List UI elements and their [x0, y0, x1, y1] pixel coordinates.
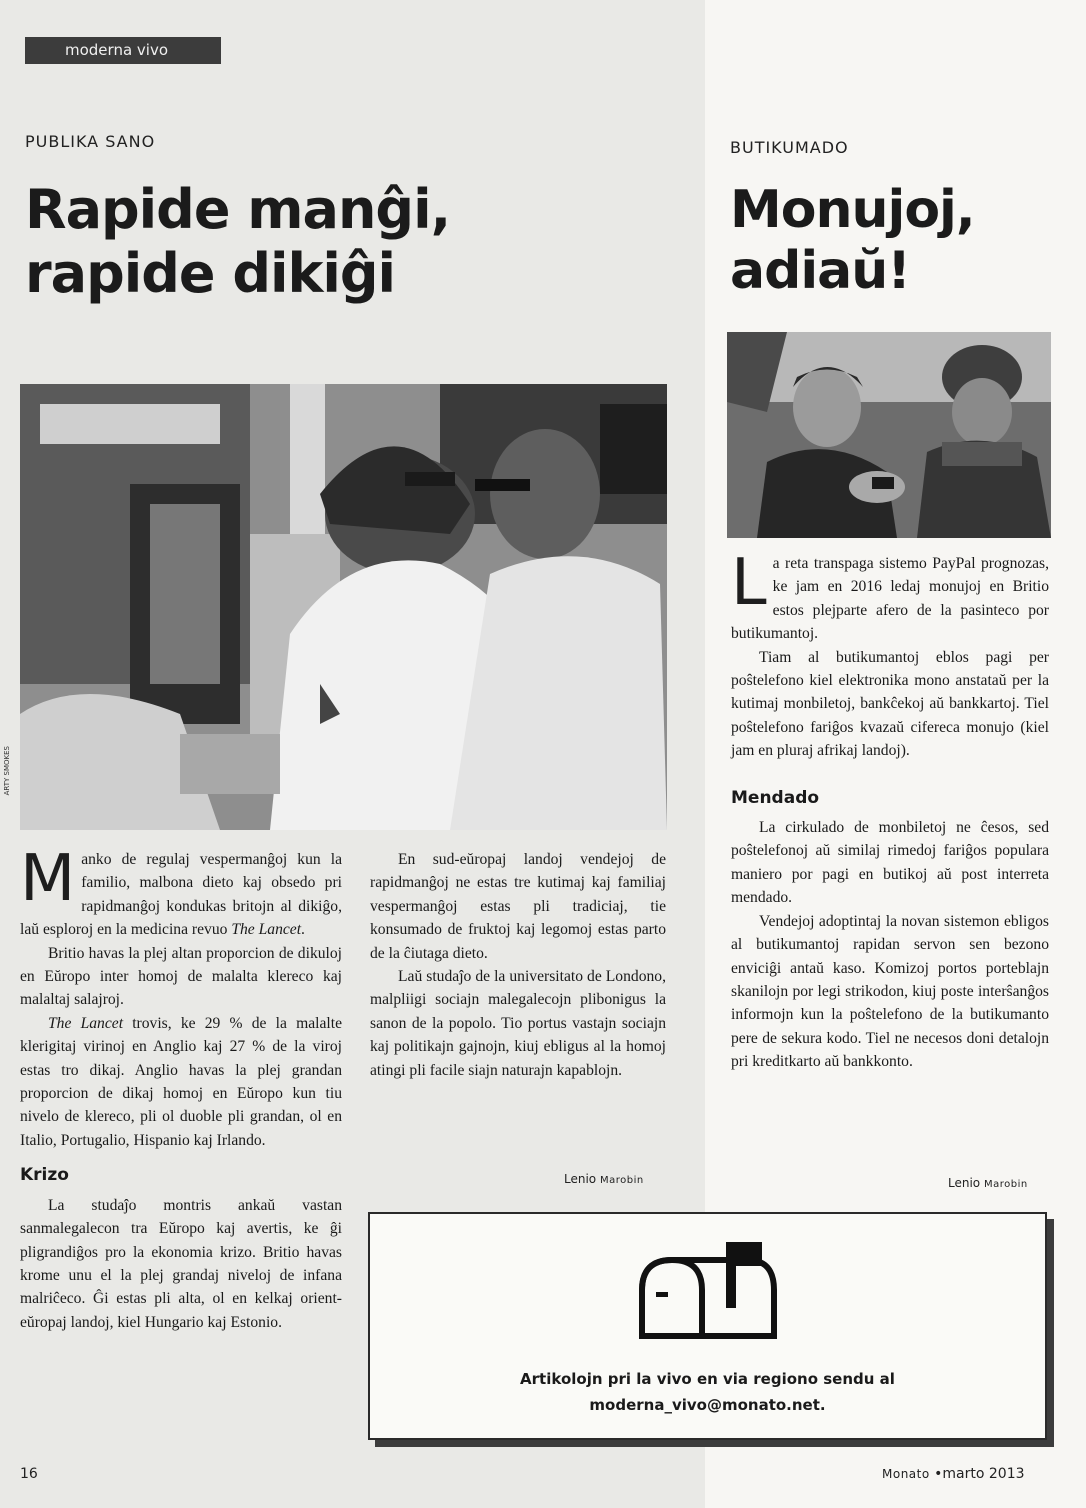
paragraph: Manko de regulaj vespermanĝoj kun la familio, malbona dieto kaj obsedo pri rapidmanĝoj kondukas britojn al dikiĝo, laŭ esploroj en la medicina revuo The Lancet.	[20, 842, 342, 939]
fast-food-photo	[20, 384, 667, 830]
paragraph: Britio havas la plej altan proporcion de dikuloj en Eŭropo inter homoj de malalta klereco kaj malaltaj salajroj.	[20, 944, 342, 1009]
paragraph: Vendejoj adoptintaj la novan sistemon ebligos al butikumantoj rapidan servon sen bezono enviciĝi antaŭ kaso. Komizoj portos porteblajn skanilojn por legi strikodon, kiuj poste interŝanĝos informojn kun la poŝtelefono de la butikumanto pere de sekura kodo. Tiel ne necesos doni detalojn pri kreditkarto aŭ bankkonto.	[731, 912, 1049, 1071]
magazine-issue	[882, 1466, 1025, 1482]
paragraph: Laŭ studaĵo de la universitato de Londono, malpliigi sociajn malegalecojn plibonigus la sanon de la popolo. Tio portus vastajn sociajn kaj politikajn gajnojn, kiuj ebligus al la homoj atingi pli facile siajn naturajn kapablojn.	[370, 968, 666, 1079]
left-kicker: PUBLIKA SANO	[25, 132, 156, 151]
right-headline-line1: Monujoj,	[730, 180, 975, 240]
paragraph: Tiam al butikumantoj eblos pagi per poŝtelefono kiel elektronika mono anstataŭ per la kutimaj monbiletoj, bankĉekoj aŭ bankkartoj. Tiel poŝtelefono fariĝos kvazaŭ cifereca monujo (kiel jam en pluraj afrikaj landoj).	[731, 648, 1049, 760]
promo-line-1: Artikolojn pri la vivo en via regiono sendu al	[520, 1370, 895, 1388]
dropcap: M	[20, 842, 76, 916]
subhead-mendado: Mendado	[731, 787, 820, 808]
dropcap: L	[731, 546, 767, 620]
right-headline-line2: adiaŭ!	[730, 241, 910, 302]
photo-illustration	[20, 384, 667, 830]
right-byline: Lenio Marobin	[948, 1176, 1028, 1190]
phone-photo	[727, 332, 1051, 538]
right-headline	[730, 180, 975, 303]
left-headline-line2: rapide dikiĝi	[25, 241, 396, 305]
left-byline: Lenio Marobin	[564, 1172, 644, 1186]
left-headline	[25, 178, 450, 305]
mailbox-icon	[638, 1238, 778, 1346]
promo-email[interactable]: moderna_vivo@monato.net.	[589, 1396, 826, 1414]
magazine-name: Monato	[882, 1467, 930, 1481]
section-tab: moderna vivo	[25, 37, 221, 64]
contribution-box	[368, 1212, 1047, 1440]
paragraph: The Lancet trovis, ke 29 % de la malalte klerigitaj virinoj en Anglio kaj 27 % de la viroj estas tro dikaj. Anglio havas la plej grandan proporcion de dikaj homoj en Eŭropo kun tiu nivelo de klereco, pli ol duoble pli grandan, ol en Italio, Portugalio, Hispanio kaj Irlando.	[20, 1014, 342, 1149]
bullet-separator: •	[934, 1466, 943, 1482]
page-number: 16	[20, 1466, 38, 1482]
right-kicker: BUTIKUMADO	[730, 138, 849, 157]
issue-date: marto 2013	[942, 1466, 1025, 1482]
photo-credit: ARTY SMOKES	[3, 746, 11, 796]
paragraph: La studaĵo montris ankaŭ vastan sanmalegalecon tra Eŭropo kaj avertis, ke ĝi pligrandiĝos pro la ekonomia krizo. Britio havas krome unu el la plej grandaj niveloj de infana malriĉeco. Ĝi estas pli alta, ol en kelkaj orient-eŭropaj landoj, kiel Hungario kaj Estonio.	[20, 1196, 342, 1331]
left-headline-line1: Rapide manĝi,	[25, 178, 451, 241]
paragraph: La cirkulado de monbiletoj ne ĉesos, sed poŝtelefonoj aŭ similaj rimedoj fariĝos populara maniero por pagi en butikoj aŭ post interreta mendado.	[731, 819, 1049, 907]
left-column-1	[20, 842, 342, 1334]
paragraph: La reta transpaga sistemo PayPal prognozas, ke jam en 2016 ledaj monujoj en Britio estos plejparte afero de la pasinteco por butikumantoj.	[731, 546, 1049, 643]
phone-photo-illustration	[727, 332, 1051, 538]
paragraph: En sud-eŭropaj landoj vendejoj de rapidmanĝoj ne estas tre kutimaj kaj familiaj vespermanĝoj estas pli tradiciaj, tie konsumado de fruktoj kaj legomoj estas parto de la ĉiutaga dieto.	[370, 851, 666, 962]
left-column-2	[370, 848, 666, 1082]
subhead-krizo: Krizo	[20, 1165, 69, 1186]
right-column	[731, 546, 1049, 1074]
